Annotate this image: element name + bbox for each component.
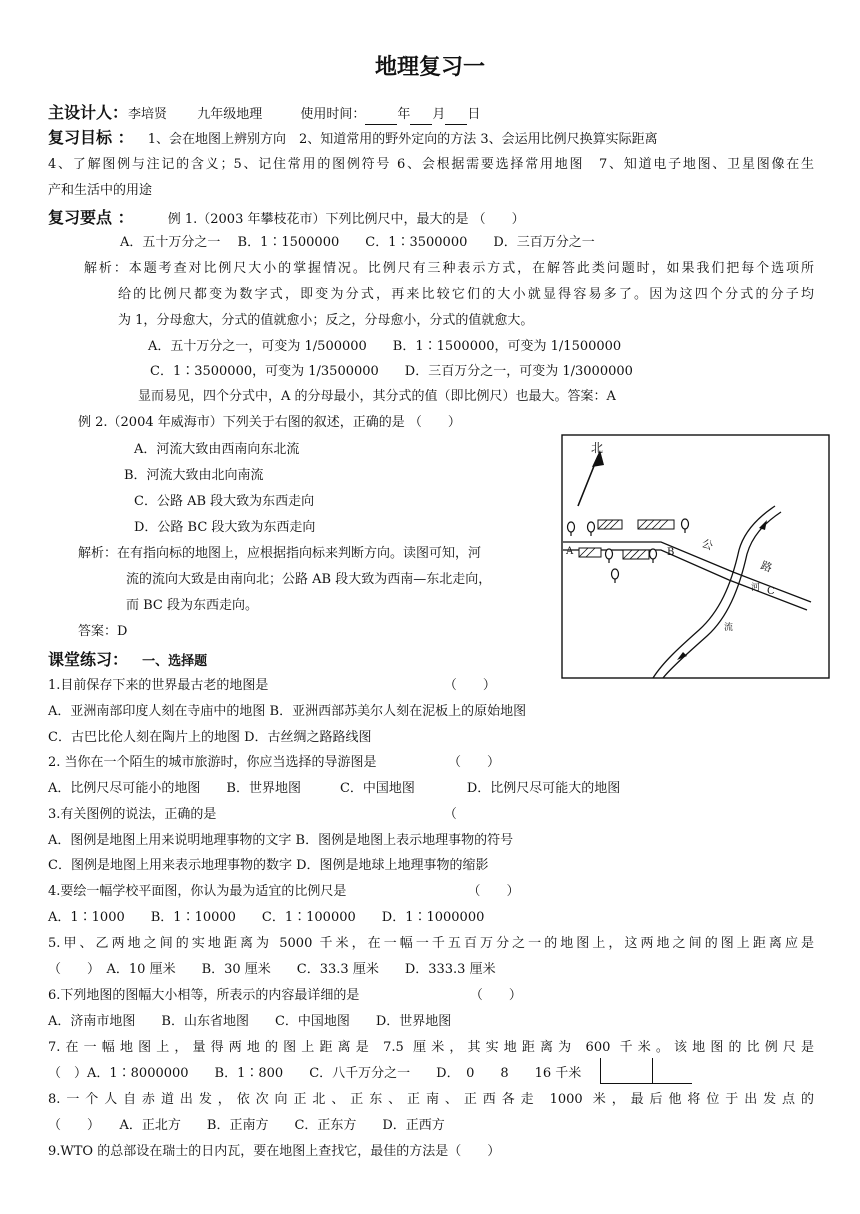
q3-options-ab: A．图例是地图上用来说明地理事物的文字 B．图例是地图上表示地理事物的符号 [48,833,514,848]
q6-text: 6.下列地图的图幅大小相等，所表示的内容最详细的是 （ ） [48,988,522,1003]
example1-analysis-1: 解析：本题考查对比例尺大小的掌握情况。比例尺有三种表示方式，在解答此类问题时，如果我们把每个选项所 [84,261,814,276]
q2-options: A．比例尺尽可能小的地图 B．世界地图 C．中国地图 D．比例尺尽可能大的地图 [48,781,621,796]
year-label: 年 [397,107,411,122]
example1-question: 例 1.（2003 年攀枝花市）下列比例尺中，最大的是 （ ） [167,212,525,227]
practice-sub: 一、选择题 [142,654,208,669]
goals-text-1: 1、会在地图上辨别方向 2、知道常用的野外定向的方法 3、会运用比例尺换算实际距离 [147,132,658,147]
example2-option-a: A．河流大致由西南向东北流 [134,442,300,457]
example1-analysis-3: 为 1，分母愈大，分式的值就愈小；反之，分母愈小，分式的值就愈大。 [118,313,534,328]
page-title: 地理复习一 [374,55,485,80]
example1-options: A．五十万分之一 B．1∶1500000 C．1∶3500000 D．三百万分之一 [120,235,595,250]
q8-text-1: 8.一个人自赤道出发，依次向正北、正东、正南、正西各走 1000 米，最后他将位于出发点的 [48,1092,814,1107]
q8-text-2: （ ） A．正北方 B．正南方 C．正东方 D．正西方 [48,1118,445,1133]
usage-label: 使用时间： [300,107,366,122]
month-label: 月 [432,107,446,122]
q9-text: 9.WTO 的总部设在瑞士的日内瓦，要在地图上查找它，最佳的方法是（ ） [48,1144,501,1159]
example2-answer: 答案：D [78,624,128,639]
year-blank[interactable] [365,110,397,125]
example2-analysis-3: 而 BC 段为东西走向。 [126,598,259,613]
day-blank[interactable] [445,110,467,125]
practice-label: 课堂练习： [48,650,129,669]
goals-text-2: 4、了解图例与注记的含义；5、记住常用的图例符号 6、会根据需要选择常用地图 7、知道电子地图、卫星图像在生 [48,157,814,172]
q5-text-1: 5.甲、乙两地之间的实地距离为 5000 千米，在一幅一千五百万分之一的地图上，这两地之间的图上距离应是 [48,936,814,951]
goals-label: 复习目标 ： [48,128,134,147]
river-label-liu: 流 [724,623,734,633]
scale-bar-line [600,1083,692,1084]
scale-bar-tick [652,1058,653,1084]
q1-options-cd: C．古巴比伦人刻在陶片上的地图 D．古丝绸之路路线图 [48,730,372,745]
points-line [48,208,525,230]
day-label: 日 [467,107,481,122]
q3-options-cd: C．图例是地图上用来表示地理事物的数字 D．图例是地球上地理事物的缩影 [48,858,489,873]
example2-option-b: B．河流大致由北向南流 [124,468,264,483]
road-label-gong: 公 [699,536,715,553]
example2-option-c: C．公路 AB 段大致为东西走向 [134,494,315,509]
q7-text-2: （ ）A．1∶8000000 B．1∶800 C．八千万分之一 D． 0 8 16 千米 [48,1066,582,1081]
practice-line [48,650,207,672]
designer-colon: ： [112,103,129,122]
example1-analysis-2: 给的比例尺都变为数字式，即变为分式，再来比较它们的大小就显得容易多了。因为这四个分式的分子均 [118,287,814,302]
example2-option-d: D．公路 BC 段大致为东西走向 [134,520,316,535]
q1-text: 1.目前保存下来的世界最古老的地图是 （ ） [48,678,496,693]
q4-options: A．1∶1000 B．1∶10000 C．1∶100000 D．1∶1000000 [48,910,485,925]
header-line [48,103,480,125]
north-label: 北 [591,441,604,455]
example2-question: 例 2.（2004 年威海市）下列关于右图的叙述，正确的是 （ ） [78,415,461,430]
example2-analysis-1: 解析：在有指向标的地图上，应根据指向标来判断方向。读图可知，河 [78,546,482,561]
example1-analysis-4: A．五十万分之一，可变为 1/500000 B．1∶1500000，可变为 1/1500000 [148,339,622,354]
designer-label: 主设计人 [48,103,113,122]
designer-name: 李培贤 [128,107,168,122]
river-road-map [561,434,830,679]
q7-text-1: 7.在一幅地图上，量得两地的图上距离是 7.5 厘米，其实地距离为 600 千米。该地图的比例尺是 [48,1040,814,1055]
q1-options-ab: A．亚洲南部印度人刻在寺庙中的地图 B．亚洲西部苏美尔人刻在泥板上的原始地图 [48,704,527,719]
q2-text: 2. 当你在一个陌生的城市旅游时，你应当选择的导游图是 （ ） [48,755,501,770]
road-label-lu: 路 [758,558,774,575]
point-c-label: C [767,586,775,597]
point-a-label: A [566,546,574,557]
subject-text: 九年级地理 [197,107,263,122]
q4-text: 4.要绘一幅学校平面图，你认为最为适宜的比例尺是 （ ） [48,884,520,899]
river-label-he: 河 [751,583,761,593]
q6-options: A．济南市地图 B．山东省地图 C．中国地图 D．世界地图 [48,1014,452,1029]
example1-answer: 显而易见，四个分式中，A 的分母最小，其分式的值（即比例尺）也最大。答案：A [138,389,616,404]
q3-text: 3.有关图例的说法，正确的是 （ [48,807,457,822]
example1-analysis-5: C．1∶3500000，可变为 1/3500000 D．三百万分之一，可变为 1/3000000 [150,364,633,379]
points-label: 复习要点 ： [48,208,134,227]
goals-line-1 [48,128,658,150]
example2-analysis-2: 流的流向大致是由南向北；公路 AB 段大致为西南—东北走向， [126,572,492,587]
scale-bar-tick [600,1058,601,1084]
goals-text-3: 产和生活中的用途 [48,183,153,198]
point-b-label: B [667,547,675,558]
month-blank[interactable] [410,110,432,125]
q5-text-2: （ ） A．10 厘米 B．30 厘米 C．33.3 厘米 D．333.3 厘米 [48,962,496,977]
